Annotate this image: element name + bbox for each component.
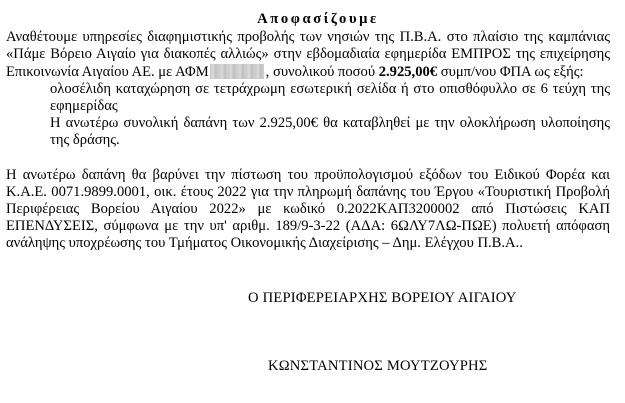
assignment-line-1: Αναθέτουμε υπηρεσίες διαφημιστικής προβολής των νησιών της Π.Β.Α. στο πλαίσιο της καμπάνιας [6,29,610,46]
total-amount: 2.925,00€ [378,63,438,80]
budget-line-5: ανάληψης υποχρέωσης του Τμήματος Οικονομικής Διαχείρισης – Δημ. Ελέγχου Π.Β.Α.. [6,235,523,252]
budget-line-4: ΕΠΕΝΔΥΣΕΙΣ, σύμφωνα με την υπ' αριθμ. 189/9-3-22 (ΑΔΑ: 6ΩΛΥ7ΛΩ-ΠΩΕ) πολυετή απόφαση [6,218,610,235]
budget-line-1: Η ανωτέρω δαπάνη θα βαρύνει την πίστωση του προϋπολογισμού εξόδων του Ειδικού Φορέα και [6,166,610,183]
budget-line-2: Κ.Α.Ε. 0071.9899.0001, οικ. έτους 2022 για την πληρωμή δαπάνης του Έργου «Τουριστική Προβολή [6,183,610,200]
decision-heading: Αποφασίζουμε [257,11,379,27]
payment-note-line-1: Η ανωτέρω συνολική δαπάνη των 2.925,00€ θα καταβληθεί με την ολοκλήρωση υλοποίησης [50,115,610,132]
budget-line-3: Περιφέρειας Βορείου Αιγαίου 2022» με κωδικό 0.2022ΚΑΠ3200002 από Πιστώσεις ΚΑΠ [6,201,610,218]
budget-paragraph [6,167,610,253]
item-line-1: ολοσέλιδη καταχώρηση σε τετράχρωμη εσωτερική σελίδα ή στο οπισθόφυλλο σε 6 τεύχη της [50,80,610,97]
assignment-line-3 [6,64,610,81]
signatory-title: Ο ΠΕΡΙΦΕΡΕΙΑΡΧΗΣ ΒΟΡΕΙΟΥ ΑΙΓΑΙΟΥ [248,290,517,306]
assignment-line-3-end: συμπ/νου ΦΠΑ ως εξής: [440,63,584,80]
assignment-line-3-start: Επικοινωνία Αιγαίου ΑΕ. με ΑΦΜ [6,63,209,80]
redacted-tax-id [210,64,264,79]
assignment-paragraph [6,29,610,149]
item-line-2: εφημερίδας [50,98,118,115]
assignment-line-3-middle: , συνολικού ποσού [265,63,376,80]
assignment-line-2: «Πάμε Βόρειο Αιγαίο για διακοπές αλλιώς» στην εβδομαδιαία εφημερίδα ΕΜΠΡΟΣ της επιχείρησης [6,46,610,63]
payment-note-line-2: της δράσης. [50,132,120,149]
signatory-name: ΚΩΝΣΤΑΝΤΙΝΟΣ ΜΟΥΤΖΟΥΡΗΣ [268,358,488,374]
paragraph-gap [6,150,610,167]
document-body [6,11,610,253]
